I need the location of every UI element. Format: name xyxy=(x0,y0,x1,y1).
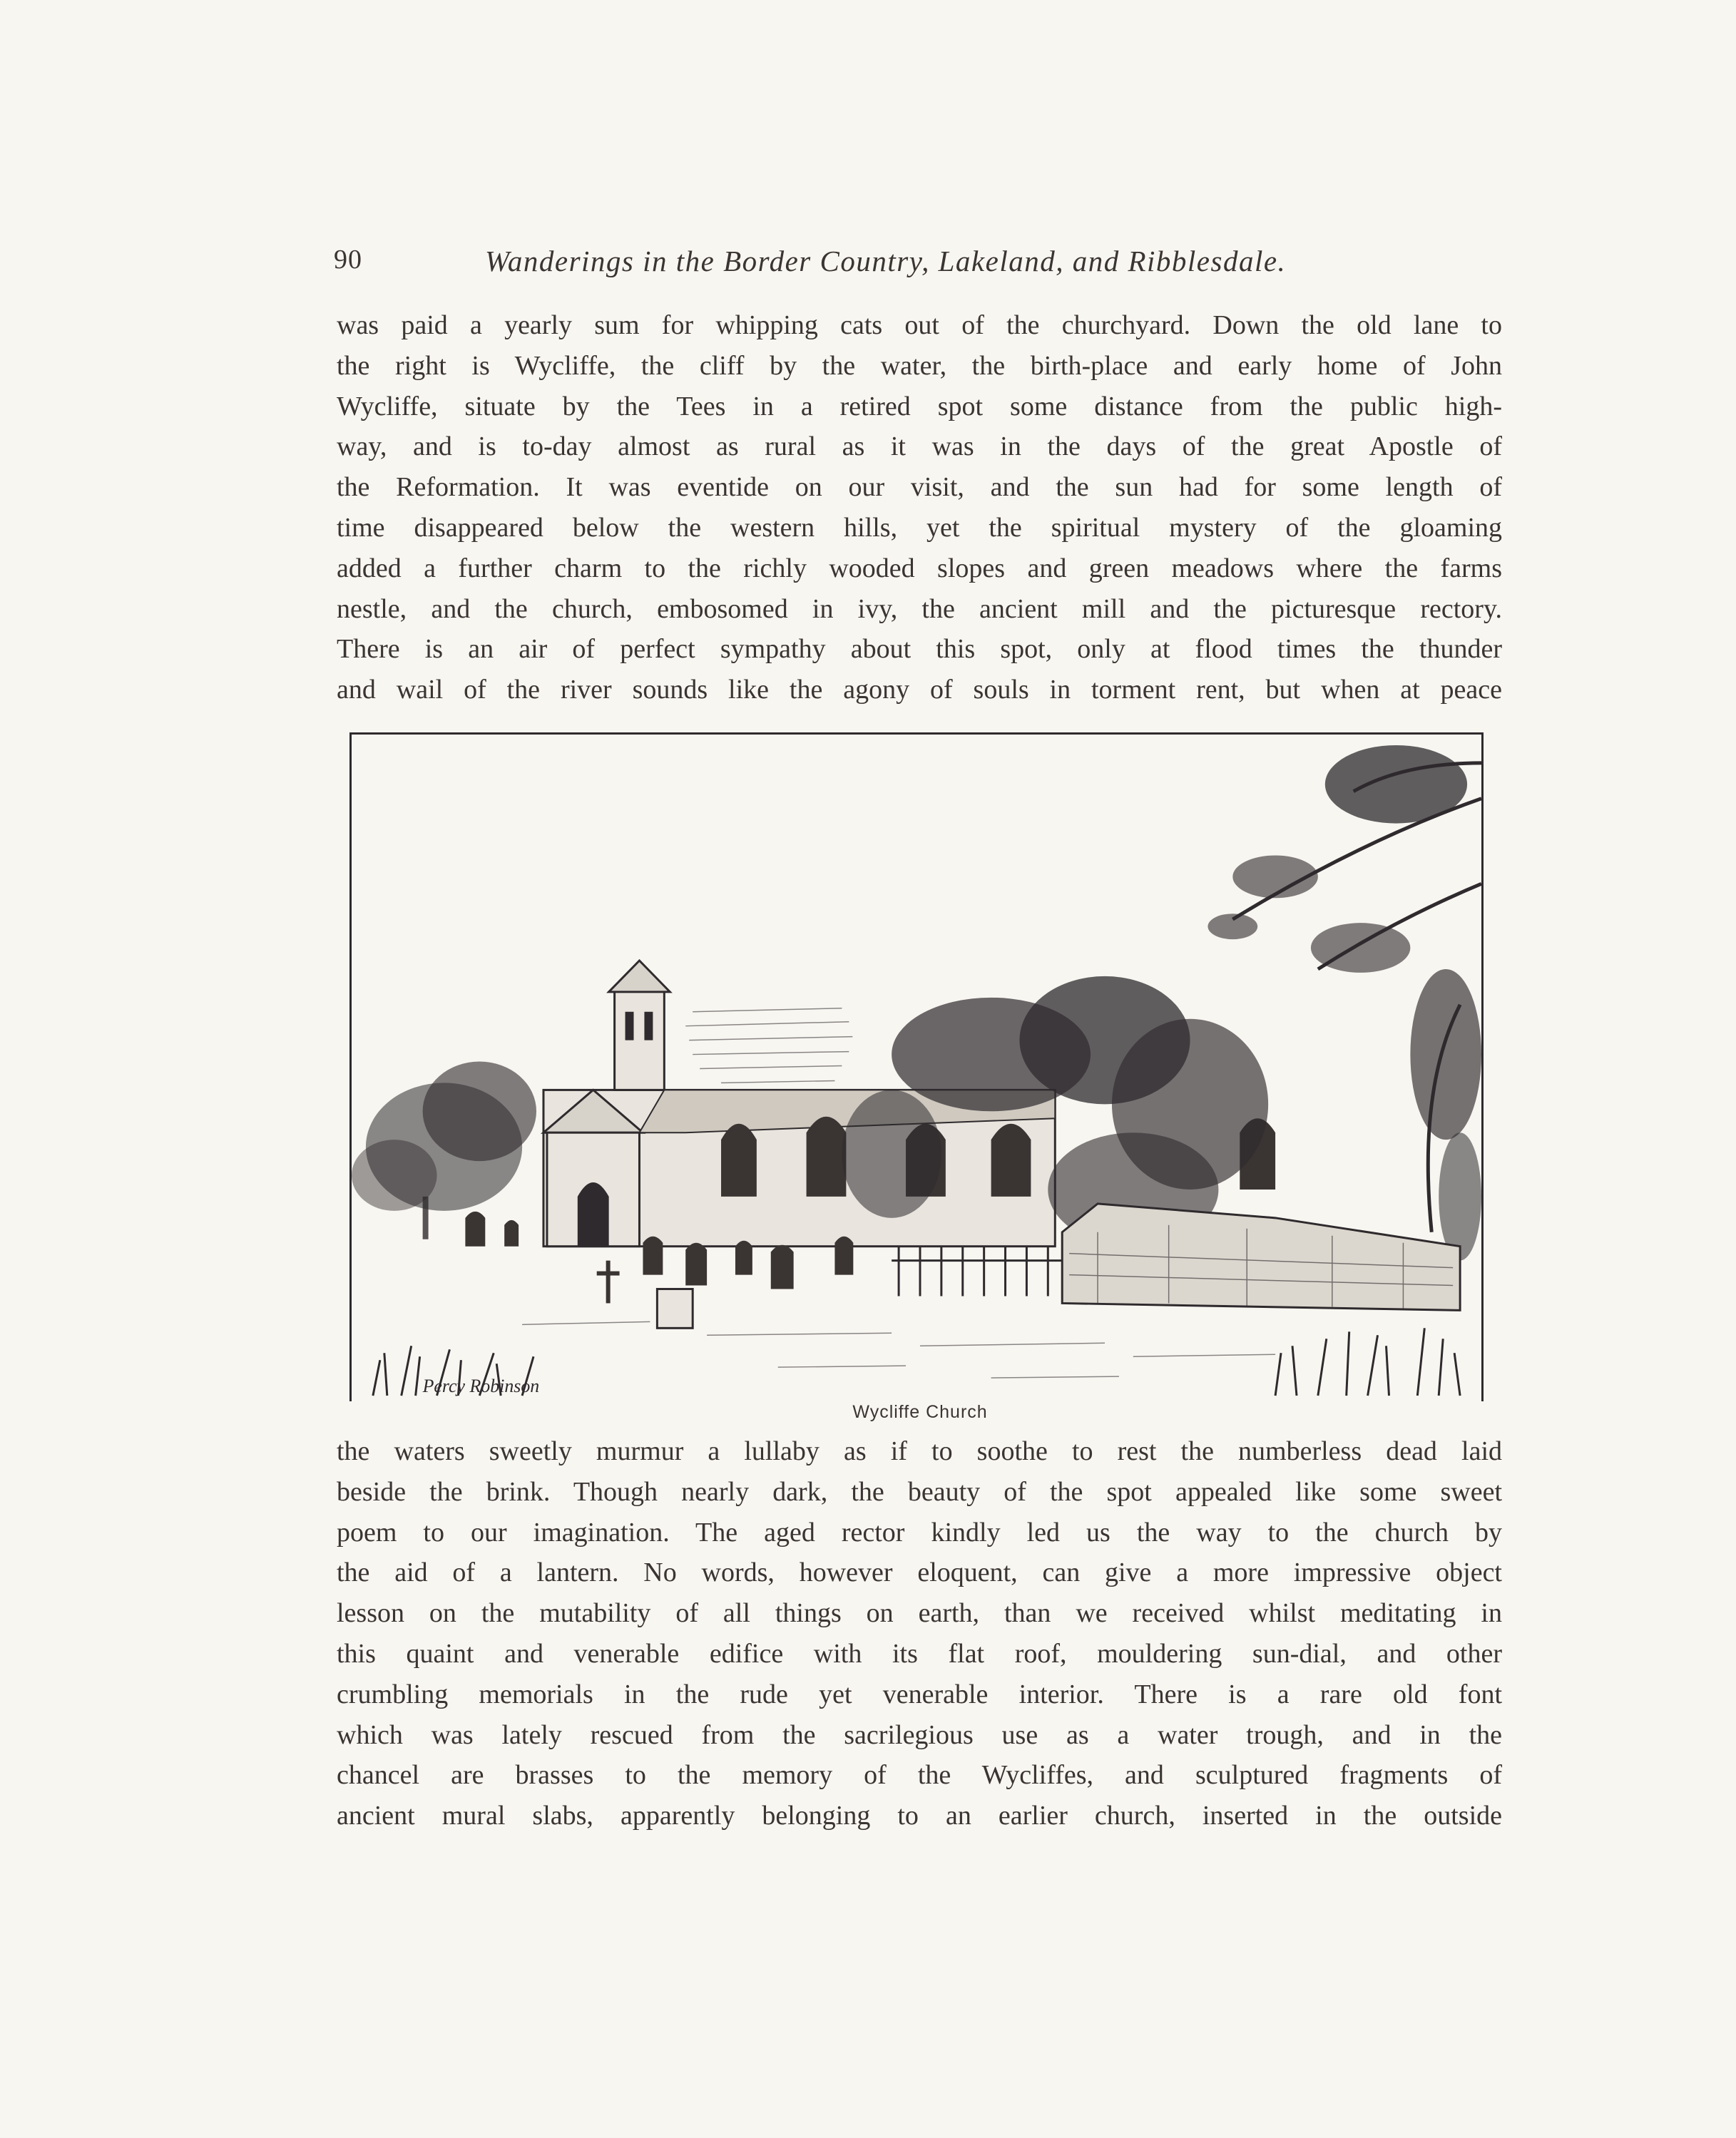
text-line: and wail of the river sounds like the agony of souls in torment rent, but when at peace xyxy=(337,675,1502,705)
text-line: way, and is to-day almost as rural as it was in the days of the great Apostle of xyxy=(337,431,1502,462)
text-line: time disappeared below the western hills, yet the spiritual mystery of the gloaming xyxy=(337,512,1502,543)
running-header xyxy=(334,244,1503,287)
church-illustration xyxy=(349,732,1484,1401)
text-line: nestle, and the church, embosomed in ivy, the ancient mill and the picturesque rectory. xyxy=(337,593,1502,624)
text-line: Wycliffe, situate by the Tees in a retired spot some distance from the public high- xyxy=(337,391,1502,421)
text-line: the right is Wycliffe, the cliff by the water, the birth-place and early home of John xyxy=(337,350,1502,381)
text-line: poem to our imagination. The aged rector kindly led us the way to the church by xyxy=(337,1517,1502,1548)
text-line: this quaint and venerable edifice with its flat roof, mouldering sun-dial, and other xyxy=(337,1638,1502,1669)
figure-caption: Wycliffe Church xyxy=(852,1402,988,1422)
stone-wall xyxy=(1062,1204,1460,1311)
body-paragraph-bottom xyxy=(337,1431,1502,1836)
text-line: There is an air of perfect sympathy about this spot, only at flood times the thunder xyxy=(337,634,1502,665)
text-line: beside the brink. Though nearly dark, the beauty of the spot appealed like some sweet xyxy=(337,1476,1502,1507)
text-line: the waters sweetly murmur a lullaby as if to soothe to rest the numberless dead laid xyxy=(337,1436,1502,1466)
text-line: crumbling memorials in the rude yet venerable interior. There is a rare old font xyxy=(337,1679,1502,1709)
text-line: chancel are brasses to the memory of the Wycliffes, and sculptured fragments of xyxy=(337,1760,1502,1791)
page-number: 90 xyxy=(334,245,362,275)
body-paragraph-top xyxy=(337,305,1502,710)
left-trees xyxy=(352,1062,536,1239)
text-line: lesson on the mutability of all things on earth, than we received whilst meditating in xyxy=(337,1598,1502,1629)
ground-hatching xyxy=(522,1321,1275,1378)
text-line: which was lately rescued from the sacrilegious use as a water trough, and in the xyxy=(337,1719,1502,1750)
text-line: the Reformation. It was eventide on our visit, and the sun had for some length of xyxy=(337,472,1502,503)
engraving-drawing xyxy=(352,735,1481,1401)
wooden-fence xyxy=(892,1247,1062,1296)
text-line: was paid a yearly sum for whipping cats out of the churchyard. Down the old lane to xyxy=(337,310,1502,340)
sky-hatching xyxy=(685,1008,852,1083)
artist-signature: Percy Robinson xyxy=(422,1376,540,1397)
text-line: the aid of a lantern. No words, however eloquent, can give a more impressive object xyxy=(337,1558,1502,1588)
running-title: Wanderings in the Border Country, Lakeland, and Ribblesdale. xyxy=(485,245,1287,277)
text-line: added a further charm to the richly wooded slopes and green meadows where the farms xyxy=(337,553,1502,583)
text-line: ancient mural slabs, apparently belonging to an earlier church, inserted in the outside xyxy=(337,1801,1502,1831)
